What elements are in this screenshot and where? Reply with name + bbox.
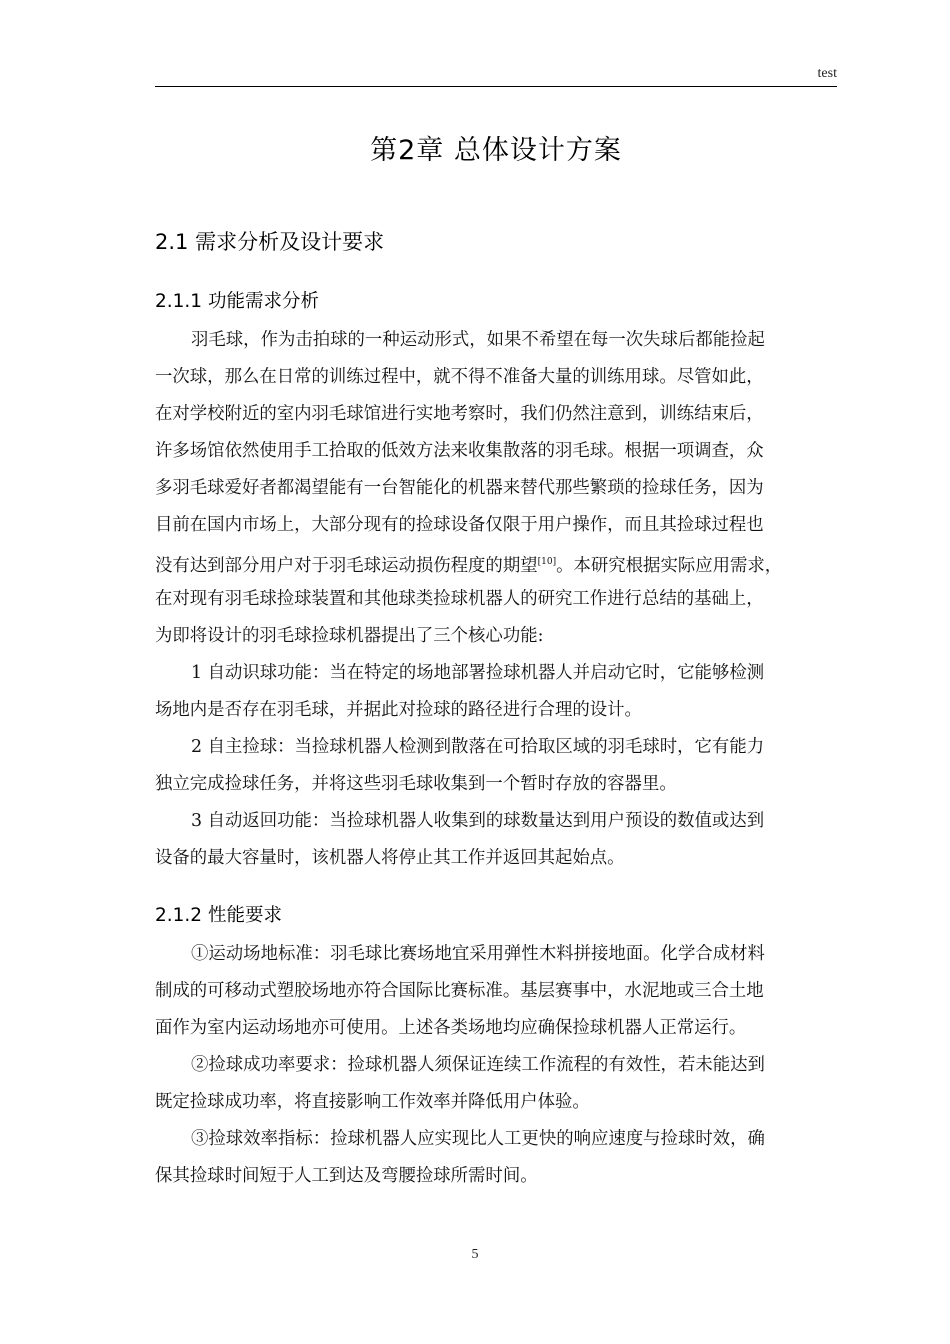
list-item-line: 面作为室内运动场地亦可使用。上述各类场地均应确保捡球机器人正常运行。 [155,1018,747,1038]
subsection-heading-performance: 2.1.2 性能要求 [155,905,282,926]
list-item-line: 1 自动识球功能：当在特定的场地部署捡球机器人并启动它时，它能够检测 [191,663,765,683]
chapter-title: 第2章 总体设计方案 [370,135,622,166]
paragraph-line-with-citation [155,544,837,581]
section-heading: 2.1 需求分析及设计要求 [155,230,385,254]
list-item-line: ②捡球成功率要求：捡球机器人须保证连续工作流程的有效性，若未能达到 [191,1055,765,1075]
list-item-line: 既定捡球成功率，将直接影响工作效率并降低用户体验。 [155,1092,590,1112]
list-item-line: ③捡球效率指标：捡球机器人应实现比人工更快的响应速度与捡球时效，确 [191,1129,765,1149]
page-number: 5 [471,1247,479,1262]
line-text: 没有达到部分用户对于羽毛球运动损伤程度的期望 [155,556,538,576]
line-text: 。本研究根据实际应用需求， [556,556,783,576]
list-item-line: 独立完成捡球任务，并将这些羽毛球收集到一个暂时存放的容器里。 [155,774,677,794]
running-header: test [817,66,837,81]
list-item-line: 2 自主捡球：当捡球机器人检测到散落在可拾取区域的羽毛球时，它有能力 [191,737,765,757]
paragraph-line: 多羽毛球爱好者都渴望能有一台智能化的机器来替代那些繁琐的捡球任务，因为 [155,478,764,498]
paragraph-line: 一次球，那么在日常的训练过程中，就不得不准备大量的训练用球。尽管如此， [155,367,764,387]
list-item-line: ①运动场地标准：羽毛球比赛场地宜采用弹性木料拼接地面。化学合成材料 [191,944,765,964]
functional-requirements-body [155,322,837,877]
header-rule [155,86,837,87]
paragraph-line: 在对学校附近的室内羽毛球馆进行实地考察时，我们仍然注意到，训练结束后， [155,404,764,424]
list-item-line: 设备的最大容量时，该机器人将停止其工作并返回其起始点。 [155,848,625,868]
paragraph-line: 在对现有羽毛球捡球装置和其他球类捡球机器人的研究工作进行总结的基础上， [155,589,764,609]
performance-requirements-body [155,936,837,1195]
paragraph-line: 为即将设计的羽毛球捡球机器提出了三个核心功能: [155,626,544,646]
list-item-line: 3 自动返回功能：当捡球机器人收集到的球数量达到用户预设的数值或达到 [191,811,765,831]
paragraph-line: 许多场馆依然使用手工拾取的低效方法来收集散落的羽毛球。根据一项调查，众 [155,441,764,461]
subsection-heading-functional: 2.1.1 功能需求分析 [155,291,319,312]
list-item-line: 场地内是否存在羽毛球，并据此对捡球的路径进行合理的设计。 [155,700,642,720]
paragraph-line: 羽毛球，作为击拍球的一种运动形式，如果不希望在每一次失球后都能捡起 [191,330,765,350]
citation-reference: [10] [537,557,557,567]
list-item-line: 保其捡球时间短于人工到达及弯腰捡球所需时间。 [155,1166,538,1186]
list-item-line: 制成的可移动式塑胶场地亦符合国际比赛标准。基层赛事中，水泥地或三合土地 [155,981,764,1001]
paragraph-line: 目前在国内市场上，大部分现有的捡球设备仅限于用户操作，而且其捡球过程也 [155,515,764,535]
